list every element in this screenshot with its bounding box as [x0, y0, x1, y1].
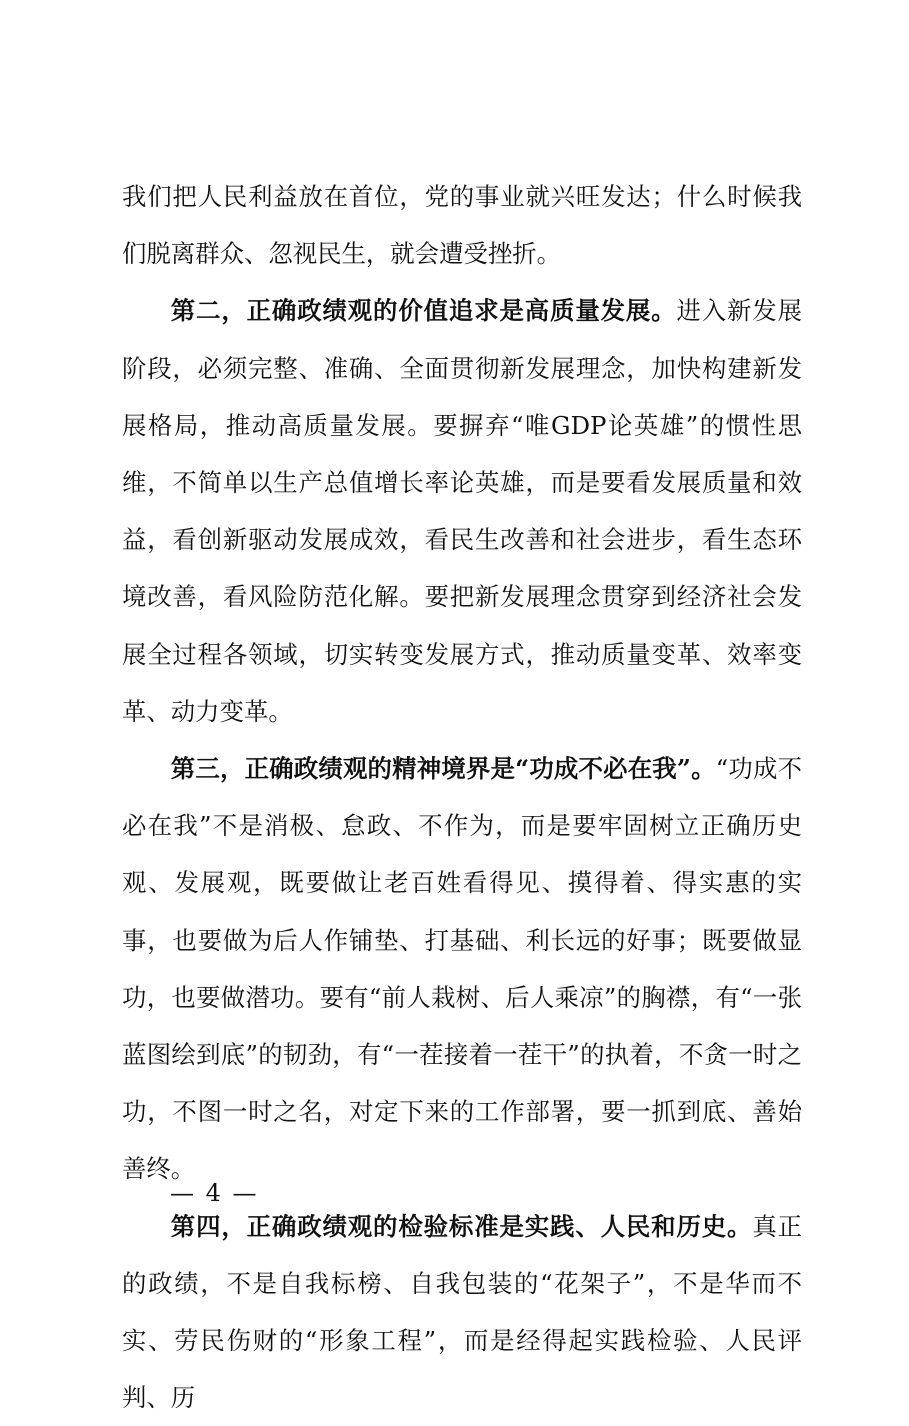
paragraph-fourth-point [122, 1198, 802, 1426]
page-number: — 4 — [170, 1179, 259, 1207]
paragraph-text: 我们把人民利益放在首位，党的事业就兴旺发达；什么时候我们脱离群众、忽视民生，就会遭受挫折。 [122, 182, 802, 269]
paragraph-second-point [122, 282, 802, 740]
paragraph-text: “功成不必在我”不是消极、怠政、不作为，而是要牢固树立正确历史观、发展观，既要做让老百姓看得见、摸得着、得实惠的实事，也要做为后人作铺垫、打基础、利长远的好事；既要做显功，也要做潜功。要有“前人栽树、后人乘凉”的胸襟，有“一张蓝图绘到底”的韧劲，有“一茬接着一茬干”的执着，不贪一时之功，不图一时之名，对定下来的工作部署，要一抓到底、善始善终。 [122, 754, 802, 1184]
paragraph-continuation [122, 168, 802, 282]
paragraph-third-point [122, 740, 802, 1198]
paragraph-lead: 第三，正确政绩观的精神境界是“功成不必在我”。 [170, 754, 716, 784]
paragraph-text: 真正的政绩，不是自我标榜、自我包装的“花架子”，不是华而不实、劳民伤财的“形象工程”，而是经得起实践检验、人民评判、历 [122, 1211, 802, 1413]
paragraph-lead: 第四，正确政绩观的检验标准是实践、人民和历史。 [170, 1211, 753, 1241]
paragraph-text: 进入新发展阶段，必须完整、准确、全面贯彻新发展理念，加快构建新发展格局，推动高质量发展。要摒弃“唯GDP论英雄”的惯性思维，不简单以生产总值增长率论英雄，而是要看发展质量和效益，看创新驱动发展成效，看民生改善和社会进步，看生态环境改善，看风险防范化解。要把新发展理念贯穿到经济社会发展全过程各领域，切实转变发展方式，推动质量变革、效率变革、动力变革。 [122, 296, 802, 726]
document-body [122, 168, 802, 1426]
paragraph-lead: 第二，正确政绩观的价值追求是高质量发展。 [170, 296, 677, 326]
